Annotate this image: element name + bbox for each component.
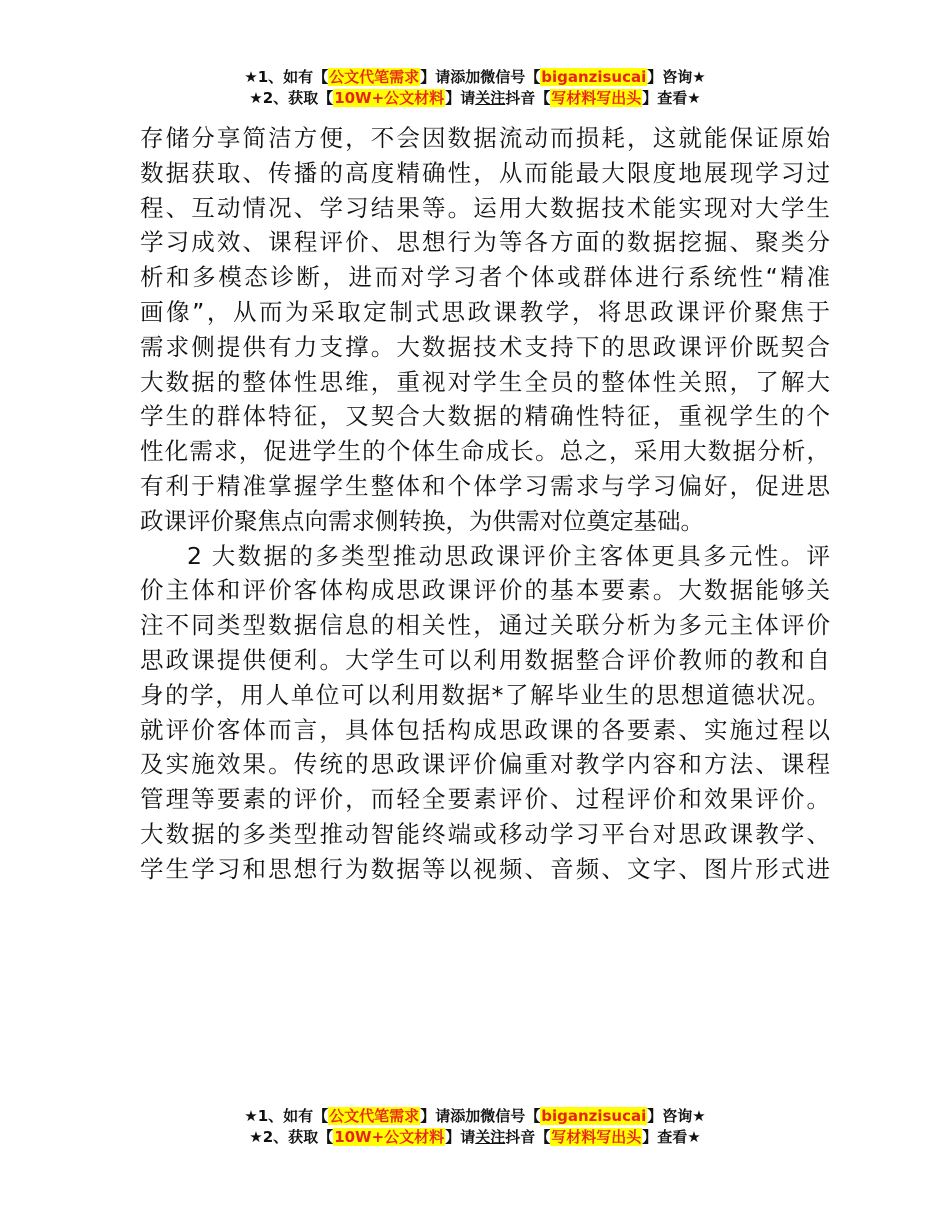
text-line: 政课评价聚焦点向需求侧转换，为供需对位奠定基础。	[140, 506, 704, 535]
highlight-douyin-account: 写材料写出头	[551, 89, 642, 107]
banner-text: 】咨询★	[647, 1107, 706, 1125]
banner-text: ★1、如有【	[244, 1107, 329, 1125]
banner-text: 】请添加微信号【	[420, 1107, 541, 1125]
text-line: 管理等要素的评价，而轻全要素评价、过程评价和效果评价。	[140, 785, 830, 814]
banner-text: ★1、如有【	[244, 68, 329, 86]
banner-text: 】咨询★	[647, 68, 706, 86]
highlight-service: 公文代笔需求	[329, 68, 420, 86]
banner-text: ★2、获取【	[249, 89, 334, 107]
highlight-service: 公文代笔需求	[329, 1107, 420, 1125]
text-line: 身的学，用人单位可以利用数据*了解毕业生的思想道德状况。	[140, 680, 830, 709]
text-line: 学生的群体特征，又契合大数据的精确性特征，重视学生的个	[140, 402, 830, 431]
text-line: 及实施效果。传统的思政课评价偏重对教学内容和方法、课程	[140, 750, 830, 779]
text-line: 学习成效、课程评价、思想行为等各方面的数据挖掘、聚类分	[140, 228, 830, 257]
text-line: 有利于精准掌握学生整体和个体学习需求与学习偏好，促进思	[140, 471, 830, 500]
text-line: 性化需求，促进学生的个体生命成长。总之，采用大数据分析，	[140, 437, 830, 466]
banner-text: 】请添加微信号【	[420, 68, 541, 86]
text-line: 2 大数据的多类型推动思政课评价主客体更具多元性。评	[187, 541, 830, 570]
text-line: 需求侧提供有力支撑。大数据技术支持下的思政课评价既契合	[140, 332, 830, 361]
highlight-wechat-id: biganzisucai	[541, 1107, 647, 1125]
text-line: 画像”，从而为采取定制式思政课教学，将思政课评价聚焦于	[140, 297, 830, 326]
banner-text: ★2、获取【	[249, 1128, 334, 1146]
highlight-materials: 10W+公文材料	[334, 1128, 445, 1146]
paragraph-2	[140, 539, 830, 887]
banner-text: 抖音【	[505, 1128, 551, 1146]
document-body	[140, 121, 830, 887]
banner-text: 】查看★	[642, 89, 701, 107]
underlined-follow: 关注	[475, 1128, 506, 1146]
text-line: 析和多模态诊断，进而对学习者个体或群体进行系统性“精准	[140, 263, 830, 292]
highlight-douyin-account: 写材料写出头	[551, 1128, 642, 1146]
text-line: 价主体和评价客体构成思政课评价的基本要素。大数据能够关	[140, 576, 830, 605]
highlight-wechat-id: biganzisucai	[541, 68, 647, 86]
text-line: 大数据的多类型推动智能终端或移动学习平台对思政课教学、	[140, 819, 830, 848]
banner-line-2	[0, 1127, 950, 1148]
banner-line-1	[0, 1106, 950, 1127]
footer-banner	[0, 1106, 950, 1148]
banner-text: 】请	[445, 1128, 476, 1146]
underlined-follow: 关注	[475, 89, 506, 107]
highlight-materials: 10W+公文材料	[334, 89, 445, 107]
banner-text: 】查看★	[642, 1128, 701, 1146]
text-line: 数据获取、传播的高度精确性，从而能最大限度地展现学习过	[140, 158, 830, 187]
text-line: 学生学习和思想行为数据等以视频、音频、文字、图片形式进	[140, 854, 830, 883]
banner-text: 】请	[445, 89, 476, 107]
text-line: 注不同类型数据信息的相关性，通过关联分析为多元主体评价	[140, 611, 830, 640]
text-line: 大数据的整体性思维，重视对学生全员的整体性关照，了解大	[140, 367, 830, 396]
paragraph-1	[140, 121, 830, 539]
text-line: 程、互动情况、学习结果等。运用大数据技术能实现对大学生	[140, 193, 830, 222]
text-line: 思政课提供便利。大学生可以利用数据整合评价教师的教和自	[140, 645, 830, 674]
text-line: 存储分享简洁方便，不会因数据流动而损耗，这就能保证原始	[140, 124, 830, 152]
text-line: 就评价客体而言，具体包括构成思政课的各要素、实施过程以	[140, 715, 830, 744]
banner-line-2	[0, 88, 950, 109]
header-banner	[0, 67, 950, 109]
banner-text: 抖音【	[505, 89, 551, 107]
banner-line-1	[0, 67, 950, 88]
